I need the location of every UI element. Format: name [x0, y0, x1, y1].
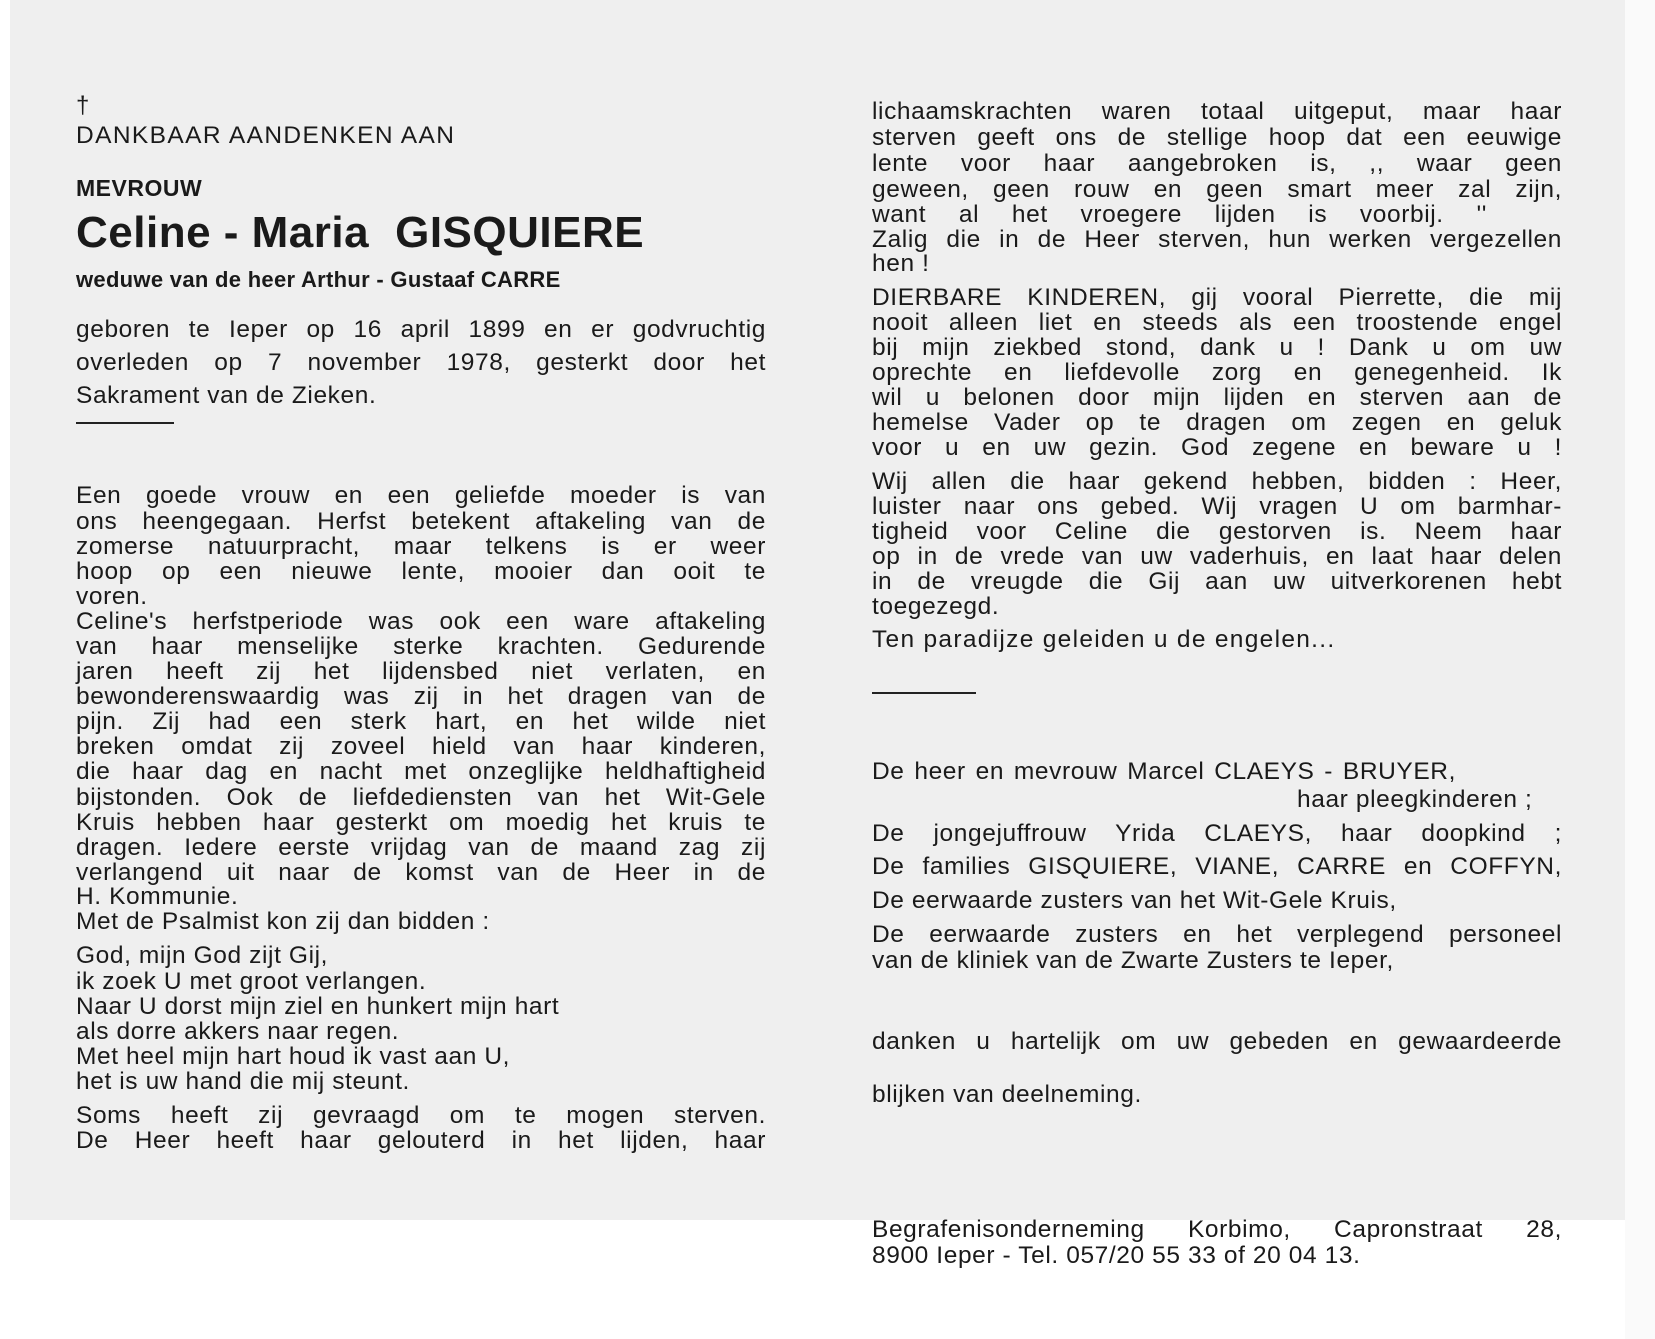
- body-line: nooit alleen liet en steeds als een troostende engel: [872, 309, 1562, 336]
- body-line: ons heengegaan. Herfst betekent aftakeling van de: [76, 508, 766, 535]
- body-line: Zalig die in de Heer sterven, hun werken vergezellen: [872, 226, 1562, 253]
- thanks-line: De jongejuffrouw Yrida CLAEYS, haar doopkind ;: [872, 820, 1562, 847]
- deceased-name: [76, 209, 766, 257]
- psalm-line: als dorre akkers naar regen.: [76, 1018, 400, 1045]
- birth-line: overleden op 7 november 1978, gesterkt door het: [76, 349, 766, 376]
- widow-line: weduwe van de heer Arthur - Gustaaf CARRE: [76, 267, 561, 292]
- thanks-line: De eerwaarde zusters en het verplegend personeel: [872, 921, 1562, 948]
- thanks-line: De families GISQUIERE, VIANE, CARRE en COFFYN,: [872, 853, 1562, 880]
- body-line: op in de vrede van uw vaderhuis, en laat haar delen: [872, 543, 1562, 570]
- body-line: pijn. Zij had een sterk hart, en het wilde niet: [76, 708, 766, 735]
- body-line: H. Kommunie.: [76, 883, 239, 910]
- body-line: DIERBARE KINDEREN, gij vooral Pierrette, die mij: [872, 284, 1562, 311]
- thank-you-line: blijken van deelneming.: [872, 1081, 1142, 1108]
- thanks-line: haar pleegkinderen ;: [1297, 786, 1533, 813]
- body-line: in de vreugde die Gij aan uw uitverkorenen hebt: [872, 568, 1562, 595]
- body-line: hemelse Vader op te dragen om zegen en geluk: [872, 409, 1562, 436]
- body-line: luister naar ons gebed. Wij vragen U om barmhar-: [872, 493, 1562, 520]
- closing-line: Ten paradijze geleiden u de engelen...: [872, 626, 1336, 653]
- body-line: Een goede vrouw en een geliefde moeder is van: [76, 482, 766, 509]
- body-line: zomerse natuurpracht, maar telkens is er weer: [76, 533, 766, 560]
- body-line: wil u belonen door mijn lijden en sterven aan de: [872, 384, 1562, 411]
- body-line: dragen. Iedere eerste vrijdag van de maand zag zij: [76, 834, 766, 861]
- divider: [76, 422, 174, 424]
- psalm-line: Met heel mijn hart houd ik vast aan U,: [76, 1043, 511, 1070]
- body-line: lichaamskrachten waren totaal uitgeput, maar haar: [872, 98, 1562, 125]
- body-line: lente voor haar aangebroken is, ,, waar geen: [872, 150, 1562, 177]
- thanks-line: van de kliniek van de Zwarte Zusters te Ieper,: [872, 947, 1394, 974]
- body-line: oprechte en liefdevolle zorg en genegenheid. Ik: [872, 359, 1562, 386]
- body-line: sterven geeft ons de stellige hoop dat een eeuwige: [872, 124, 1562, 151]
- body-line: voren.: [76, 583, 148, 610]
- undertaker-line: 8900 Ieper - Tel. 057/20 55 33 of 20 04 13.: [872, 1242, 1361, 1269]
- body-line: bijstonden. Ook de liefdediensten van het Wit-Gele: [76, 784, 766, 811]
- thanks-line: De heer en mevrouw Marcel CLAEYS - BRUYER,: [872, 758, 1456, 785]
- body-line: van haar menselijke sterke krachten. Gedurende: [76, 633, 766, 660]
- undertaker-line: Begrafenisonderneming Korbimo, Capronstraat 28,: [872, 1216, 1562, 1243]
- body-line: Wij allen die haar gekend hebben, bidden : Heer,: [872, 468, 1562, 495]
- body-line: bij mijn ziekbed stond, dank u ! Dank u om uw: [872, 334, 1562, 361]
- cross-symbol: †: [76, 92, 90, 119]
- thank-you-line: danken u hartelijk om uw gebeden en gewaardeerde: [872, 1028, 1562, 1055]
- body-line: tigheid voor Celine die gestorven is. Neem haar: [872, 518, 1562, 545]
- scan-margin: [1625, 0, 1655, 1339]
- body-line: Kruis hebben haar gesterkt om moedig het kruis te: [76, 809, 766, 836]
- thanks-line: De eerwaarde zusters van het Wit-Gele Kruis,: [872, 887, 1397, 914]
- body-line: hoop op een nieuwe lente, mooier dan ooit te: [76, 558, 766, 585]
- deceased-given-name: Celine - Maria: [76, 208, 370, 257]
- psalm-line: het is uw hand die mij steunt.: [76, 1068, 410, 1095]
- title-prefix: MEVROUW: [76, 175, 203, 201]
- header-dedication: DANKBAAR AANDENKEN AAN: [76, 122, 456, 149]
- birth-line: geboren te Ieper op 16 april 1899 en er godvruchtig: [76, 316, 766, 343]
- body-line: geween, geen rouw en geen smart meer zal zijn,: [872, 176, 1562, 203]
- body-line: voor u en uw gezin. God zegene en beware u !: [872, 434, 1562, 461]
- body-line: toegezegd.: [872, 593, 1000, 620]
- birth-line: Sakrament van de Zieken.: [76, 382, 377, 409]
- body-line: die haar dag en nacht met onzeglijke heldhaftigheid: [76, 758, 766, 785]
- psalm-line: Naar U dorst mijn ziel en hunkert mijn hart: [76, 993, 560, 1020]
- body-line: want al het vroegere lijden is voorbij. '': [872, 201, 1487, 228]
- body-line: jaren heeft zij het lijdensbed niet verlaten, en: [76, 658, 766, 685]
- psalm-line: God, mijn God zijt Gij,: [76, 942, 329, 969]
- divider: [872, 692, 976, 694]
- deceased-family-name: GISQUIERE: [395, 208, 645, 257]
- body-line: hen !: [872, 250, 930, 277]
- body-line: De Heer heeft haar gelouterd in het lijden, haar: [76, 1127, 766, 1154]
- body-line: Soms heeft zij gevraagd om te mogen sterven.: [76, 1102, 766, 1129]
- body-line: verlangend uit naar de komst van de Heer in de: [76, 859, 766, 886]
- body-line: breken omdat zij zoveel hield van haar kinderen,: [76, 733, 766, 760]
- body-line: bewonderenswaardig was zij in het dragen van de: [76, 683, 766, 710]
- body-line: Met de Psalmist kon zij dan bidden :: [76, 908, 490, 935]
- psalm-line: ik zoek U met groot verlangen.: [76, 968, 427, 995]
- body-line: Celine's herfstperiode was ook een ware aftakeling: [76, 608, 766, 635]
